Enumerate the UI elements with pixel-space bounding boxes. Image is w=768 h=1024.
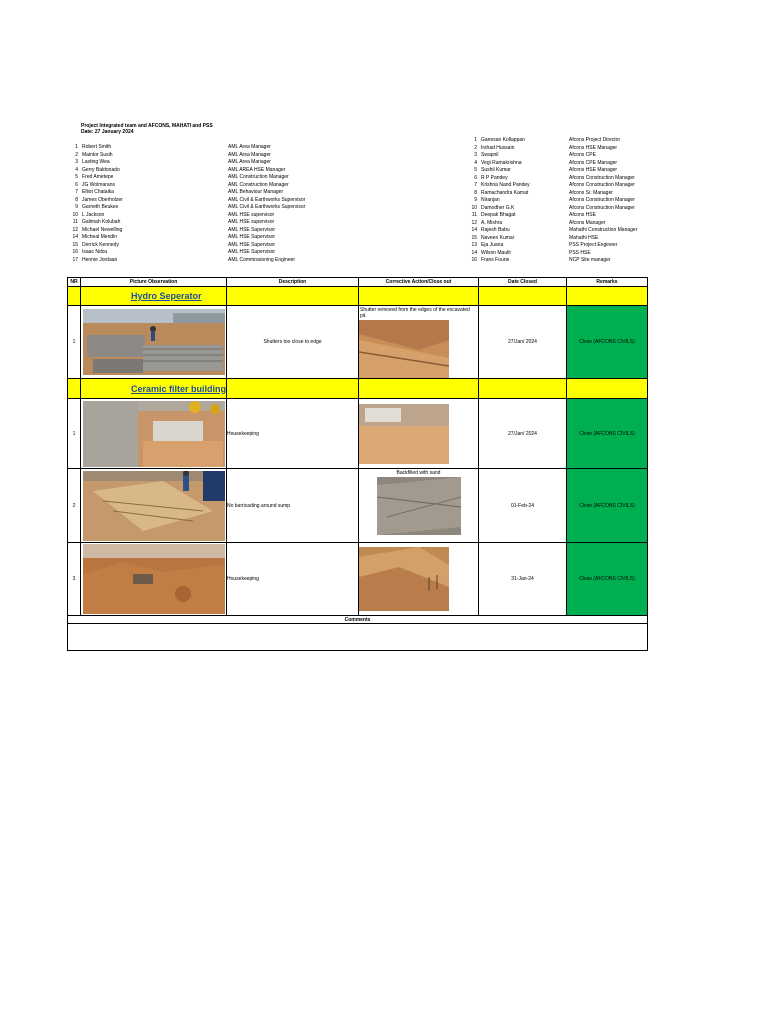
attendee-role: Afcons Sr. Manager (569, 189, 613, 196)
comments-label: Comments (68, 616, 648, 624)
attendee-row (468, 175, 637, 183)
attendee-role: AML HSE Supervisor (228, 226, 276, 233)
attendee-role: Afcons CPE (569, 152, 596, 158)
attendee-number: 8 (474, 189, 477, 196)
attendee-name: Frans Fourie (481, 257, 510, 263)
attendee-role: PSS HSE (569, 249, 591, 256)
attendee-number: 13 (471, 242, 477, 248)
corrective-action-cell (359, 543, 479, 616)
attendee-number: 12 (471, 219, 477, 226)
attendee-row (468, 182, 637, 190)
attendee-role: Afcons HSE Manager (569, 167, 618, 173)
attendee-number: 11 (471, 212, 477, 218)
header-corrective-action: Corrective Action/Close out (359, 278, 479, 287)
attendee-name: Elliot Chataika (82, 189, 114, 195)
observation-photo-cell (81, 543, 227, 616)
attendee-number: 2 (75, 151, 78, 158)
section-title: Ceramic filter building (81, 379, 227, 399)
attendee-role: AML HSE supervisor (228, 219, 275, 225)
corrective-action-text: Shutter removed from the edges of the excavated pit. (360, 307, 470, 319)
attendee-row (70, 144, 305, 152)
attendee-role: Afcons HSE (569, 212, 596, 218)
attendee-row (468, 257, 637, 265)
attendee-name: Galimah Kolubah (82, 219, 121, 225)
attendee-row (70, 197, 305, 205)
section-row-hydro-seperator (68, 287, 648, 306)
attendee-name: James Oberholzer (82, 196, 123, 203)
attendee-name: Irshad Hussain (481, 144, 515, 151)
row-nr: 1 (68, 399, 81, 469)
attendee-number: 15 (72, 241, 78, 248)
attendee-role: AML Area Manager (228, 159, 271, 165)
attendee-number: 4 (75, 166, 78, 173)
attendee-role: Afcons HSE Manager (569, 144, 618, 151)
attendee-number: 16 (72, 249, 78, 255)
attendee-row (468, 167, 637, 175)
observation-photo-cell (81, 469, 227, 543)
date-closed-cell: 31-Jan-24 (479, 543, 567, 616)
attendee-number: 10 (72, 211, 78, 218)
attendee-name: Deepak Bhagat (481, 212, 516, 218)
attendee-number: 8 (75, 196, 78, 203)
attendee-name: Michael Newelling (82, 226, 123, 233)
attendee-name: Niranjan (481, 197, 500, 203)
attendee-name: Swapnil (481, 152, 499, 158)
afcons-aml-attendee-list (70, 144, 305, 264)
section-title: Hydro Seperator (81, 287, 227, 306)
attendee-name: Eja Juana (481, 242, 504, 248)
attendee-number: 7 (75, 189, 78, 195)
description-cell: Shutters too close to edge (227, 306, 359, 379)
table-header-row (68, 278, 648, 287)
corrective-photo (377, 477, 461, 535)
attendee-role: AML Area Manager (228, 151, 271, 158)
attendee-row (468, 242, 637, 250)
comments-header-row (68, 616, 648, 624)
header-date-closed: Date Closed (479, 278, 567, 287)
attendee-name: Rajesh Babu (481, 227, 510, 233)
attendee-role: AML HSE Supervisor (228, 234, 276, 240)
attendee-name: Robert Smith (82, 144, 112, 150)
attendee-row (70, 219, 305, 227)
attendee-name: L Jackson (82, 211, 105, 218)
corrective-action-cell (359, 469, 479, 543)
attendee-row (70, 234, 305, 242)
description-cell: No barricading around sump (227, 469, 359, 543)
attendee-row (468, 235, 637, 243)
table-row (68, 543, 648, 616)
attendee-number: 11 (72, 219, 78, 225)
attendee-role: Afcons CPE Manager (569, 159, 618, 166)
attendee-role: AML Civil & Earthworks Supervisor (228, 196, 306, 203)
attendee-row (468, 227, 637, 235)
attendee-name: Micheal Mendin (82, 234, 118, 240)
document-header (81, 123, 213, 135)
attendee-number: 17 (72, 256, 78, 263)
attendee-name: A. Mishra (481, 219, 503, 226)
attendee-number: 4 (474, 159, 477, 166)
attendee-row (70, 167, 305, 175)
attendee-number: 9 (474, 197, 477, 203)
attendee-row (468, 152, 637, 160)
attendee-row (468, 190, 637, 198)
corrective-photo (359, 547, 449, 611)
attendee-number: 1 (75, 144, 78, 150)
attendee-row (468, 137, 637, 145)
date-closed-cell: 27/Jan/ 2024 (479, 399, 567, 469)
observation-photo (83, 544, 225, 614)
description-cell: Housekeeping (227, 543, 359, 616)
attendee-name: Krishna Nand Pandey (481, 182, 530, 188)
attendee-name: Naveen Kumar (481, 234, 515, 241)
remarks-cell: Close (AFCONS CIVILS) (567, 399, 648, 469)
attendee-role: AML Civil & Earthworks Supervisor (228, 204, 306, 210)
attendee-number: 16 (471, 257, 477, 263)
row-nr: 3 (68, 543, 81, 616)
attendee-row (70, 212, 305, 220)
document-title: Project Integrated team and AFCONS, MAHATI and PSS (81, 123, 213, 129)
observation-photo-cell (81, 399, 227, 469)
attendee-row (70, 189, 305, 197)
row-nr: 1 (68, 306, 81, 379)
attendee-role: AML Behaviour Manager (228, 189, 284, 195)
attendee-row (70, 204, 305, 212)
attendee-name: R P Pandey (481, 174, 508, 181)
comments-body (68, 624, 648, 651)
description-cell: Housekeeping (227, 399, 359, 469)
attendee-number: 5 (75, 174, 78, 180)
attendee-row (468, 160, 637, 168)
table-row (68, 306, 648, 379)
attendee-row (468, 205, 637, 213)
attendee-number: 3 (474, 152, 477, 158)
attendee-role: PSS Project Engineer (569, 242, 618, 248)
attendee-role: AML AREA HSE Manager (228, 166, 286, 173)
attendee-name: Isaac Ndou (82, 249, 108, 255)
header-picture-observation: Picture Observation (81, 278, 227, 287)
attendee-number: 12 (72, 226, 78, 233)
attendee-role: Mahathi Construction Manager (569, 227, 638, 233)
row-nr: 2 (68, 469, 81, 543)
remarks-cell: Close (AFCONS CIVILS) (567, 469, 648, 543)
table-row (68, 469, 648, 543)
attendee-number: 9 (75, 204, 78, 210)
remarks-cell: Close (AFCONS CIVILS) (567, 543, 648, 616)
attendee-name: Hennie Jordaan (82, 256, 118, 263)
attendee-role: Afcons Manager (569, 219, 606, 226)
attendee-role: Mahathi HSE (569, 234, 599, 241)
attendee-name: Maintor Susih (82, 151, 113, 158)
attendee-role: Afcons Project Director (569, 137, 621, 143)
attendee-role: AML HSE Supervisor (228, 241, 276, 248)
attendee-number: 2 (474, 144, 477, 151)
attendee-role: AML HSE Supervisor (228, 249, 276, 255)
attendee-name: JG Wolmarans (82, 181, 115, 188)
attendee-role: Afcons Construction Manager (569, 174, 635, 181)
attendee-row (468, 197, 637, 205)
attendee-row (468, 220, 637, 228)
attendee-number: 6 (474, 174, 477, 181)
observation-photo (83, 471, 225, 541)
observation-photo (83, 309, 225, 375)
observation-photo (83, 401, 225, 467)
attendee-number: 14 (471, 227, 477, 233)
attendee-name: Derrick Kennedy (82, 241, 119, 248)
attendee-role: AML Construction Manager (228, 181, 289, 188)
attendee-name: Sushil Kumar (481, 167, 511, 173)
contractor-attendee-list (468, 137, 637, 265)
attendee-row (70, 227, 305, 235)
attendee-role: AML Commissioning Engineer (228, 256, 296, 263)
attendee-name: Fred Ametepe (82, 174, 114, 180)
attendee-row (70, 182, 305, 190)
table-row (68, 399, 648, 469)
attendee-role: AML Area Manager (228, 144, 271, 150)
attendee-name: Damodher G.K (481, 204, 515, 211)
corrective-action-text: Backfilled with sand (396, 470, 441, 476)
attendee-row (70, 152, 305, 160)
attendee-number: 10 (471, 204, 477, 211)
attendee-row (70, 242, 305, 250)
attendee-row (468, 250, 637, 258)
attendee-row (468, 145, 637, 153)
attendee-name: Vegi Ramakrishna (481, 159, 522, 166)
attendee-name: Ganesan Kollappan (481, 137, 525, 143)
attendee-number: 7 (474, 182, 477, 188)
attendee-row (70, 159, 305, 167)
attendee-number: 15 (471, 234, 477, 241)
remarks-cell: Close (AFCONS CIVILS) (567, 306, 648, 379)
comments-body-row (68, 624, 648, 651)
attendee-row (70, 249, 305, 257)
corrective-photo (359, 320, 449, 378)
attendee-number: 6 (75, 181, 78, 188)
attendee-role: Afcons Construction Manager (569, 204, 635, 211)
document-date: Date: 27 January 2024 (81, 129, 134, 135)
section-row-ceramic-filter-building (68, 379, 648, 399)
attendee-name: Wilson Maulit (481, 249, 511, 256)
header-description: Description (227, 278, 359, 287)
attendee-number: 5 (474, 167, 477, 173)
attendee-role: Afcons Construction Manager (569, 197, 635, 203)
attendee-name: Garneth Beukes (82, 204, 119, 210)
attendee-number: 14 (471, 249, 477, 256)
attendee-number: 1 (474, 137, 477, 143)
observation-table (67, 277, 648, 651)
attendee-name: Lasting Wea (82, 159, 110, 165)
header-remarks: Remarks (567, 278, 648, 287)
attendee-row (70, 174, 305, 182)
attendee-role: NCP Site manager (569, 257, 611, 263)
date-closed-cell: 27/Jan/ 2024 (479, 306, 567, 379)
attendee-role: AML HSE supervisor (228, 211, 275, 218)
attendee-name: Gerry Baldonado (82, 166, 120, 173)
attendee-row (70, 257, 305, 265)
observation-photo-cell (81, 306, 227, 379)
corrective-action-cell (359, 399, 479, 469)
attendee-number: 3 (75, 159, 78, 165)
header-nr: NR (68, 278, 81, 287)
date-closed-cell: 01-Feb-24 (479, 469, 567, 543)
attendee-number: 14 (72, 234, 78, 240)
corrective-photo (359, 404, 449, 464)
attendee-role: AML Construction Manager (228, 174, 289, 180)
attendee-role: Afcons Construction Manager (569, 182, 635, 188)
attendee-row (468, 212, 637, 220)
attendee-name: Ramachandra Kamat (481, 189, 529, 196)
corrective-action-cell (359, 306, 479, 379)
